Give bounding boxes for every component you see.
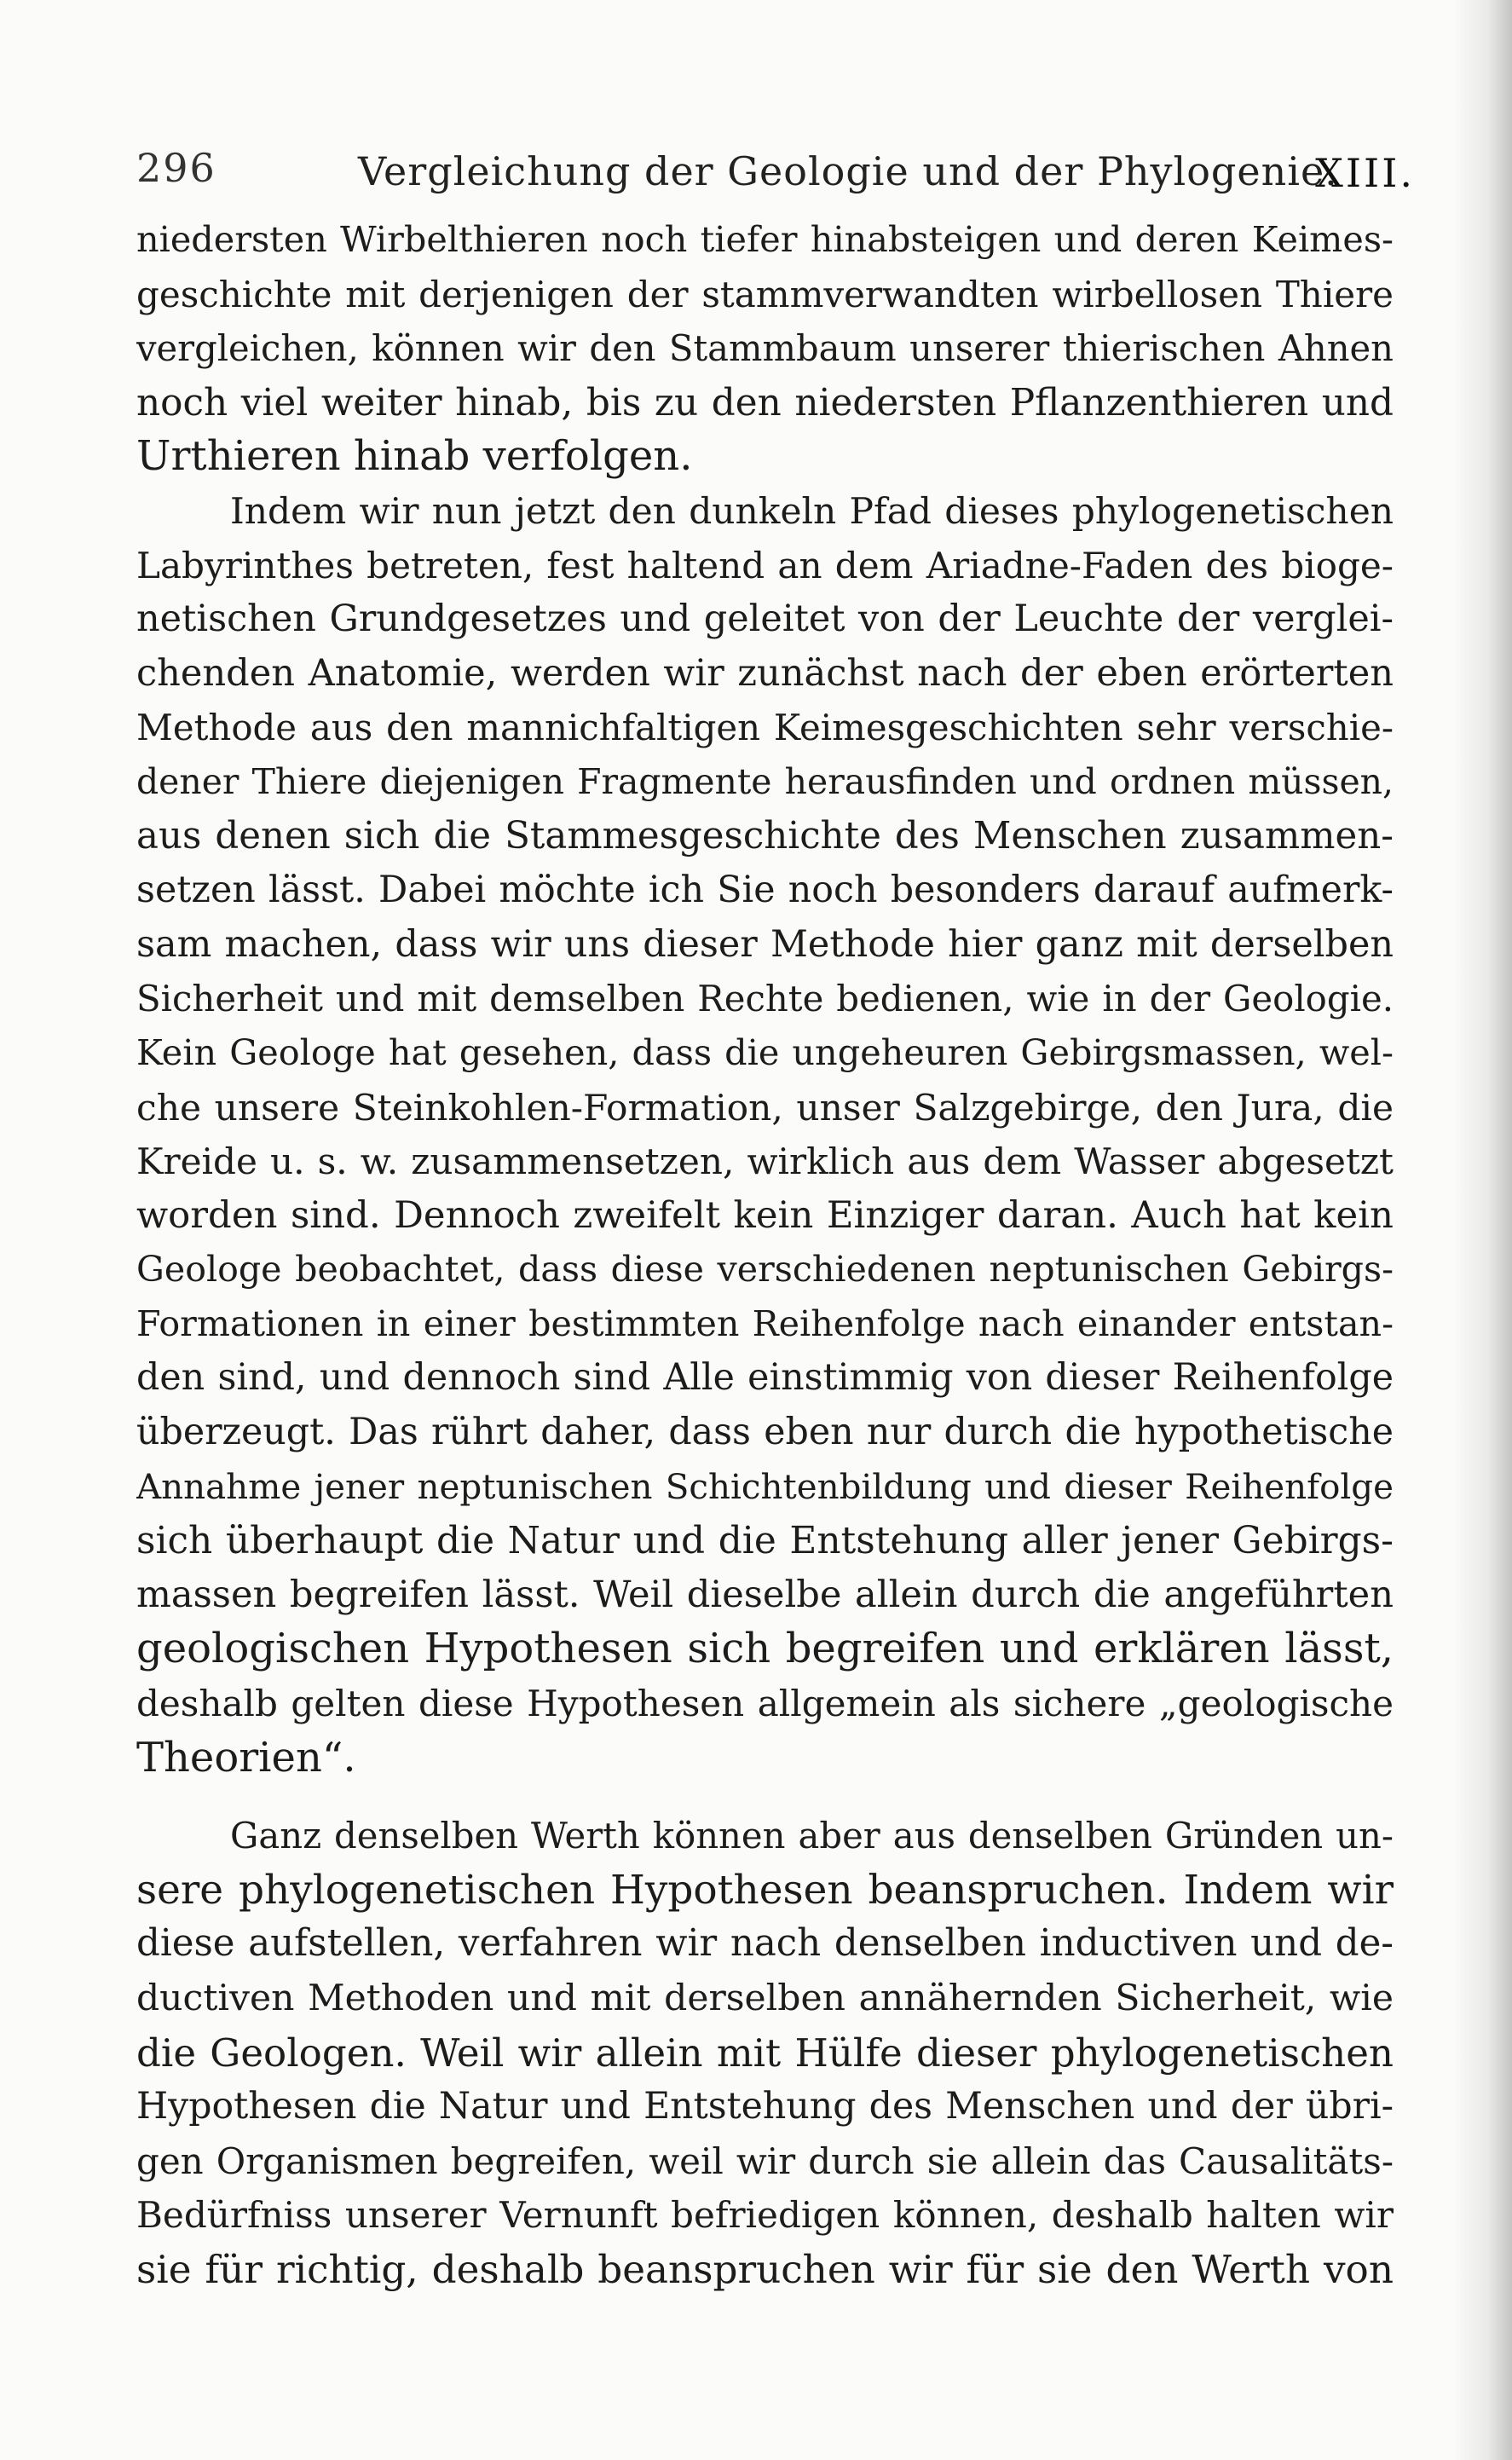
- text-line: gen Organismen begreifen, weil wir durch sie allein das Causalitäts-: [136, 2140, 1394, 2182]
- text-line: den sind, und dennoch sind Alle einstimmig von dieser Reihenfolge: [136, 1356, 1394, 1400]
- text-line: dener Thiere diejenigen Fragmente herausfinden und ordnen müssen,: [136, 760, 1394, 802]
- page-header: [136, 136, 1415, 205]
- text-line: niedersten Wirbelthieren noch tiefer hinabsteigen und deren Keimes-: [136, 219, 1394, 260]
- text-line: Urthieren hinab verfolgen.: [136, 432, 693, 481]
- text-line: Theorien“.: [136, 1733, 356, 1781]
- body-text: [136, 213, 1394, 2297]
- running-title: Vergleichung der Geologie und der Phylogenie.: [358, 148, 1338, 194]
- text-line: deshalb gelten diese Hypothesen allgemein als sichere „geologische: [136, 1683, 1394, 1725]
- text-line: sam machen, dass wir uns dieser Methode hier ganz mit derselben: [136, 922, 1394, 966]
- text-line: Methode aus den mannichfaltigen Keimesgeschichten sehr verschie-: [136, 707, 1394, 749]
- text-line: ductiven Methoden und mit derselben annähernden Sicherheit, wie: [136, 1978, 1394, 2019]
- text-line: sie für richtig, deshalb beanspruchen wir für sie den Werth von: [136, 2246, 1394, 2292]
- chapter-number: XIII.: [1315, 150, 1415, 196]
- text-line: worden sind. Dennoch zweifelt kein Einziger daran. Auch hat kein: [136, 1193, 1394, 1237]
- text-line: Ganz denselben Werth können aber aus denselben Gründen un-: [230, 1815, 1394, 1857]
- text-line: diese aufstellen, verfahren wir nach denselben inductiven und de-: [136, 1922, 1394, 1966]
- text-line: Hypothesen die Natur und Entstehung des Menschen und der übri-: [136, 2085, 1394, 2128]
- text-line: überzeugt. Das rührt daher, dass eben nur durch die hypothetische: [136, 1411, 1394, 1454]
- text-line: Indem wir nun jetzt den dunkeln Pfad dieses phylogenetischen: [230, 489, 1394, 532]
- text-line: che unsere Steinkohlen-Formation, unser Salzgebirge, den Jura, die: [136, 1086, 1394, 1129]
- text-line: setzen lässt. Dabei möchte ich Sie noch besonders darauf aufmerk-: [136, 869, 1394, 912]
- text-line: massen begreifen lässt. Weil dieselbe allein durch die angeführten: [136, 1573, 1394, 1616]
- text-line: Geologe beobachtet, dass diese verschiedenen neptunischen Gebirgs-: [136, 1249, 1394, 1291]
- text-line: noch viel weiter hinab, bis zu den niedersten Pflanzenthieren und: [136, 380, 1394, 424]
- text-line: sich überhaupt die Natur und die Entstehung aller jener Gebirgs-: [136, 1519, 1394, 1563]
- text-line: Labyrinthes betreten, fest haltend an dem Ariadne-Faden des bioge-: [136, 544, 1394, 586]
- text-line: geschichte mit derjenigen der stammverwandten wirbellosen Thiere: [136, 273, 1394, 315]
- page-number: 296: [136, 145, 216, 191]
- text-line: Kreide u. s. w. zusammensetzen, wirklich aus dem Wasser abgesetzt: [136, 1140, 1394, 1183]
- text-line: Kein Geologe hat gesehen, dass die ungeheuren Gebirgsmassen, wel-: [136, 1031, 1394, 1073]
- text-line: Formationen in einer bestimmten Reihenfolge nach einander entstan-: [136, 1302, 1394, 1344]
- text-line: Annahme jener neptunischen Schichtenbildung und dieser Reihenfolge: [136, 1466, 1394, 1507]
- text-line: chenden Anatomie, werden wir zunächst nach der eben erörterten: [136, 651, 1394, 695]
- page-edge-shadow: [1452, 0, 1512, 2460]
- text-line: geologischen Hypothesen sich begreifen und erklären lässt,: [136, 1625, 1394, 1673]
- text-line: Sicherheit und mit demselben Rechte bedienen, wie in der Geologie.: [136, 978, 1394, 1020]
- text-line: Bedürfniss unserer Vernunft befriedigen können, deshalb halten wir: [136, 2194, 1394, 2237]
- text-line: aus denen sich die Stammesgeschichte des Menschen zusammen-: [136, 814, 1394, 858]
- text-line: sere phylogenetischen Hypothesen beanspruchen. Indem wir: [136, 1866, 1394, 1914]
- text-line: die Geologen. Weil wir allein mit Hülfe dieser phylogenetischen: [136, 2030, 1394, 2076]
- text-line: netischen Grundgesetzes und geleitet von der Leuchte der verglei-: [136, 598, 1394, 641]
- text-line: vergleichen, können wir den Stammbaum unserer thierischen Ahnen: [136, 327, 1394, 370]
